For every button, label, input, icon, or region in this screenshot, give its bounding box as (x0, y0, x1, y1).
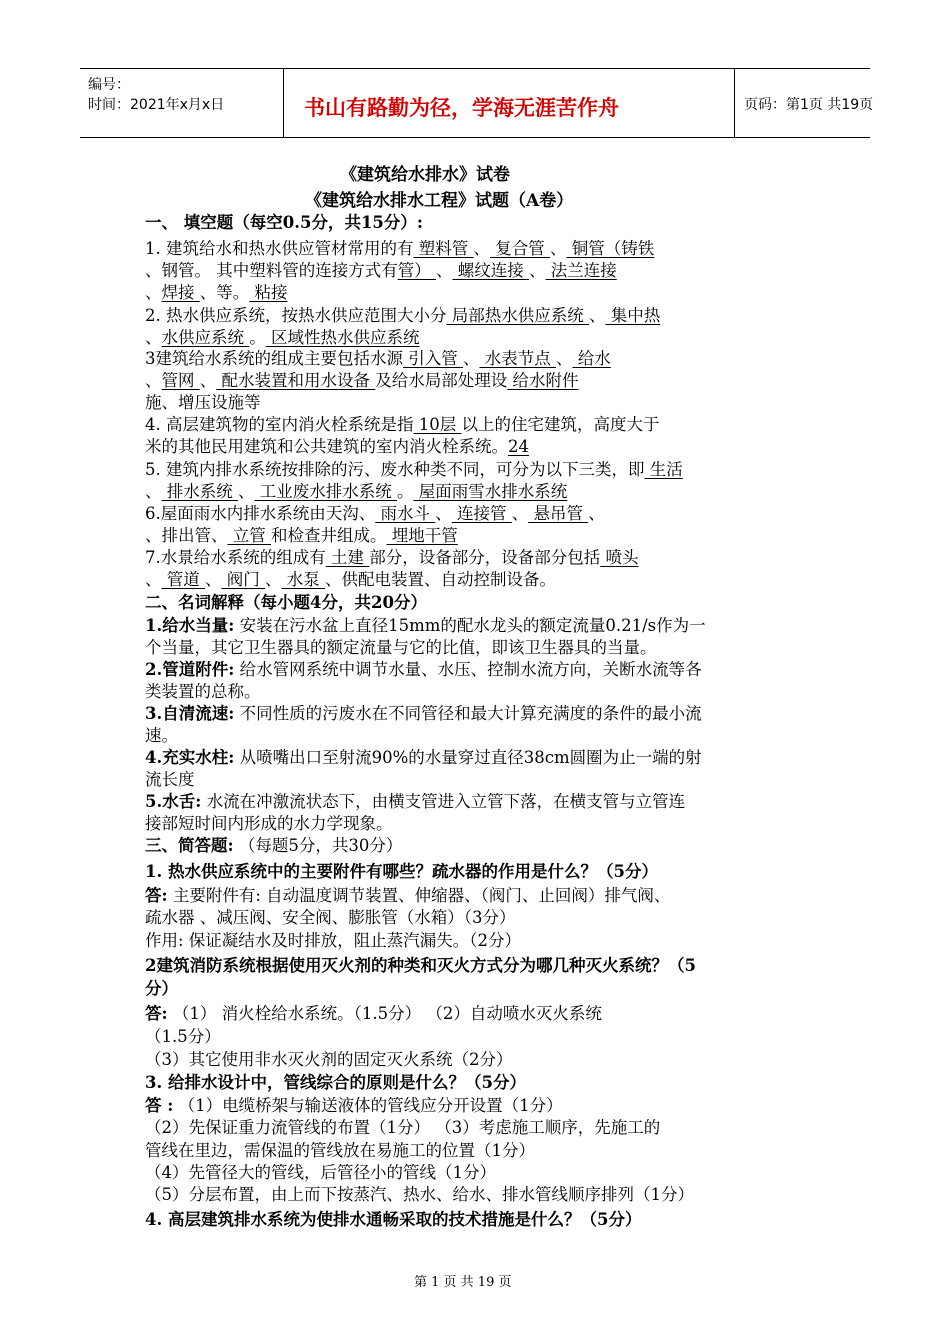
answer-blank: 水表节点 (479, 349, 556, 368)
bold-heading: 3.自清流速: (145, 704, 235, 723)
bold-heading: 二、名词解释（每小题4分，共20分） (145, 593, 427, 612)
bold-heading: 1. 热水供应系统中的主要附件有哪些？疏水器的作用是什么？（5分） (145, 862, 658, 881)
bold-heading: 分） (145, 979, 178, 998)
text-segment: 、 (556, 349, 573, 368)
answer-blank: 法兰连接 (545, 261, 617, 280)
answer-blank: 螺纹连接 (452, 261, 529, 280)
main-title: 《建筑给水排水》试卷 (340, 165, 510, 185)
text-segment: 2. 热水供应系统，按热水供应范围大小分 (145, 306, 447, 325)
text-segment: 和检查井组成。 (271, 526, 387, 545)
page-info: 页码：第1页 共19页 (744, 97, 874, 113)
text-segment: 米的其他民用建筑和公共建筑的室内消火栓系统。 (145, 437, 508, 456)
text-segment: 、 (589, 306, 606, 325)
text-line (145, 1184, 694, 1206)
text-segment: 疏水器 、减压阀、安全阀、膨胀管（水箱）（3分） (145, 908, 516, 927)
text-line (145, 907, 516, 929)
text-segment: 。 (397, 482, 414, 501)
time-label: 时间：2021年x月x日 (88, 97, 225, 113)
text-line (145, 1072, 526, 1094)
bold-heading: 答: (145, 1004, 168, 1023)
text-segment: 、供配电装置、自动控制设备。 (325, 570, 556, 589)
text-segment: 以上的住宅建筑，高度大于 (461, 415, 660, 434)
text-segment: 。 (249, 328, 266, 347)
text-line (145, 238, 654, 260)
bold-heading: 3. 给排水设计中，管线综合的原则是什么？（5分） (145, 1073, 526, 1092)
text-line (145, 1095, 563, 1117)
text-segment: 、钢管。 其中塑料管的连接方式有 (145, 261, 398, 280)
text-segment: 、 (238, 482, 255, 501)
answer-blank: 悬吊管 (528, 504, 589, 523)
text-line (145, 1049, 513, 1071)
bold-heading: 一、 填空题（每空0.5分，共15分）: (145, 213, 424, 232)
text-line (145, 835, 402, 857)
answer-blank: 24 (508, 437, 529, 456)
text-line (145, 436, 529, 458)
text-segment: 、 (265, 570, 282, 589)
text-line (145, 769, 195, 791)
answer-blank: 立管 (227, 526, 271, 545)
answer-blank: 焊接 (161, 283, 200, 302)
answer-blank: 集中热 (605, 306, 661, 325)
answer-blank: 塑料管 (413, 239, 474, 258)
text-segment: 流长度 (145, 770, 195, 789)
answer-blank: 管道 (161, 570, 205, 589)
text-segment: 及给水局部处理设 (375, 371, 508, 390)
answer-blank: 连接管 (451, 504, 512, 523)
text-line (145, 1162, 496, 1184)
text-line (145, 1209, 641, 1231)
text-line (145, 978, 178, 1000)
text-segment: 、 (588, 504, 605, 523)
bold-heading: 4. 高层建筑排水系统为使排水通畅采取的技术措施是什么？（5分） (145, 1210, 642, 1229)
text-segment: 个当量，其它卫生器具的额定流量与它的比值，即该卫生器具的当量。 (145, 638, 657, 657)
bold-heading: 5.水舌: (145, 792, 202, 811)
text-line (145, 348, 611, 370)
text-segment: 、 (463, 349, 480, 368)
text-segment: 速。 (145, 726, 178, 745)
text-segment: 5. 建筑内排水系统按排除的污、废水种类不同，可分为以下三类，即 (145, 460, 645, 479)
answer-blank: 水泵 (281, 570, 325, 589)
answer-blank: 水供应系统 (161, 328, 250, 347)
answer-blank: 土建 (325, 548, 370, 567)
text-line (145, 503, 605, 525)
text-line (145, 1117, 660, 1139)
sub-title: 《建筑给水排水工程》试题（A卷） (305, 191, 574, 211)
text-segment: 、 (511, 504, 529, 523)
text-segment: 从喷嘴出口至射流90%的水量穿过直径38cm圆圈为止一端的射 (234, 748, 702, 767)
bold-heading: 2.管道附件: (145, 660, 235, 679)
text-line (145, 459, 683, 481)
text-line (145, 885, 670, 907)
text-segment: 、 (435, 504, 452, 523)
answer-blank: 10层 (413, 415, 462, 434)
text-segment: 、 (145, 482, 162, 501)
answer-blank: 雨水斗 (375, 504, 436, 523)
answer-blank: 给水附件 (507, 371, 579, 390)
text-segment: （1）电缆桥架与输送液体的管线应分开设置（1分） (173, 1096, 563, 1115)
answer-blank: 引入管 (403, 349, 463, 368)
bold-heading: 2建筑消防系统根据使用灭火剂的种类和灭火方式分为哪几种灭火系统？（5 (145, 956, 696, 975)
motto: 书山有路勤为径，学海无涯苦作舟 (304, 96, 619, 120)
text-segment: 给水管网系统中调节水量、水压、控制水流方向，关断水流等各 (234, 660, 702, 679)
answer-blank: 局部热水供应系统 (446, 306, 589, 325)
bold-heading: 答 : (145, 1096, 174, 1115)
text-segment: （每题5分，共30分） (233, 836, 403, 855)
text-line (145, 659, 702, 681)
answer-blank: 排水系统 (161, 482, 238, 501)
answer-blank: 管网 (161, 371, 200, 390)
answer-blank: 复合管 (490, 239, 550, 258)
text-segment: 3建筑给水系统的组成主要包括水源 (145, 349, 403, 368)
answer-blank: 粘接 (249, 283, 288, 302)
text-segment: 、 (145, 328, 162, 347)
text-line (145, 282, 288, 304)
text-segment: 、 (473, 239, 490, 258)
text-line (145, 212, 423, 234)
text-segment: 水流在冲激流状态下，由横支管进入立管下落，在横支管与立管连 (201, 792, 686, 811)
text-line (145, 615, 706, 637)
text-segment: （5）分层布置，由上而下按蒸汽、热水、给水、排水管线顺序排列（1分） (145, 1185, 694, 1204)
bold-heading: 答: (145, 886, 168, 905)
text-line (145, 703, 702, 725)
text-segment: 7.水景给水系统的组成有 (145, 548, 326, 567)
text-segment: （1.5分） (145, 1027, 221, 1046)
answer-blank: 管） (397, 261, 436, 280)
text-segment: 安装在污水盆上直径15mm的配水龙头的额定流量0.21/s作为一 (234, 616, 706, 635)
text-line (145, 392, 261, 414)
text-segment: 、 (550, 239, 567, 258)
text-line (145, 327, 420, 349)
text-line (145, 861, 658, 883)
text-line (145, 481, 567, 503)
text-segment: 管线在里边，需保温的管线放在易施工的位置（1分） (145, 1141, 535, 1160)
text-segment: 部分，设备部分，设备部分包括 (369, 548, 601, 567)
text-line (145, 525, 458, 547)
answer-blank: 生活 (644, 460, 683, 479)
text-line (145, 1026, 221, 1048)
text-segment: 、 (145, 570, 162, 589)
text-segment: 作用: 保证凝结水及时排放，阻止蒸汽漏失。（2分） (145, 931, 522, 950)
text-segment: 、 (529, 261, 546, 280)
text-line (145, 414, 660, 436)
text-segment: 4. 高层建筑物的室内消火栓系统是指 (145, 415, 414, 434)
text-line (145, 813, 393, 835)
answer-blank: 屋面雨雪水排水系统 (413, 482, 568, 501)
bold-heading: 1.给水当量: (145, 616, 235, 635)
text-segment: （2）先保证重力流管线的布置（1分） （3）考虑施工顺序，先施工的 (145, 1118, 661, 1137)
text-segment: 类装置的总称。 (145, 682, 261, 701)
text-segment: 6.屋面雨水内排水系统由天沟、 (145, 504, 376, 523)
text-segment: 不同性质的污废水在不同管径和最大计算充满度的条件的最小流 (234, 704, 702, 723)
page-footer: 第 1 页 共 19 页 (414, 1275, 512, 1290)
text-line (145, 637, 657, 659)
text-line (145, 370, 579, 392)
text-line (145, 747, 702, 769)
answer-blank: 工业废水排水系统 (254, 482, 397, 501)
bold-heading: 4.充实水柱: (145, 748, 235, 767)
answer-blank: 埋地干管 (386, 526, 458, 545)
text-segment: （4）先管径大的管线，后管径小的管线（1分） (145, 1163, 496, 1182)
text-line (145, 1140, 535, 1162)
text-segment: 、等。 (199, 283, 250, 302)
answer-blank: 喷头 (600, 548, 639, 567)
number-label: 编号： (88, 77, 130, 93)
text-segment: 、 (199, 371, 217, 390)
answer-blank: 给水 (572, 349, 611, 368)
text-line (145, 681, 261, 703)
text-line (145, 725, 178, 747)
text-line (145, 305, 660, 327)
text-segment: 1. 建筑给水和热水供应管材常用的有 (145, 239, 414, 258)
answer-blank: 配水装置和用水设备 (216, 371, 376, 390)
text-line (145, 930, 521, 952)
text-segment: 接部短时间内形成的水力学现象。 (145, 814, 393, 833)
text-segment: 、 (205, 570, 222, 589)
text-line (145, 547, 639, 569)
text-line (145, 791, 685, 813)
page-header (80, 68, 874, 138)
text-line (145, 569, 556, 591)
text-segment: （1） 消火栓给水系统。（1.5分） （2）自动喷水灭火系统 (167, 1004, 602, 1023)
bold-heading: 三、简答题: (145, 836, 234, 855)
text-segment: （3）其它使用非水灭火剂的固定灭火系统（2分） (145, 1050, 513, 1069)
text-segment: 、 (145, 371, 162, 390)
text-segment: 、 (145, 283, 162, 302)
answer-blank: 铜管（铸铁 (566, 239, 655, 258)
answer-blank: 区域性热水供应系统 (265, 328, 420, 347)
text-segment: 主要附件有: 自动温度调节装置、伸缩器、（阀门、止回阀）排气阀、 (167, 886, 671, 905)
text-line (145, 1003, 602, 1025)
text-line (145, 955, 696, 977)
answer-blank: 阀门 (221, 570, 265, 589)
text-segment: 、排出管、 (145, 526, 228, 545)
text-line (145, 592, 427, 614)
text-line (145, 260, 617, 282)
text-segment: 施、增压设施等 (145, 393, 261, 412)
text-segment: 、 (436, 261, 453, 280)
